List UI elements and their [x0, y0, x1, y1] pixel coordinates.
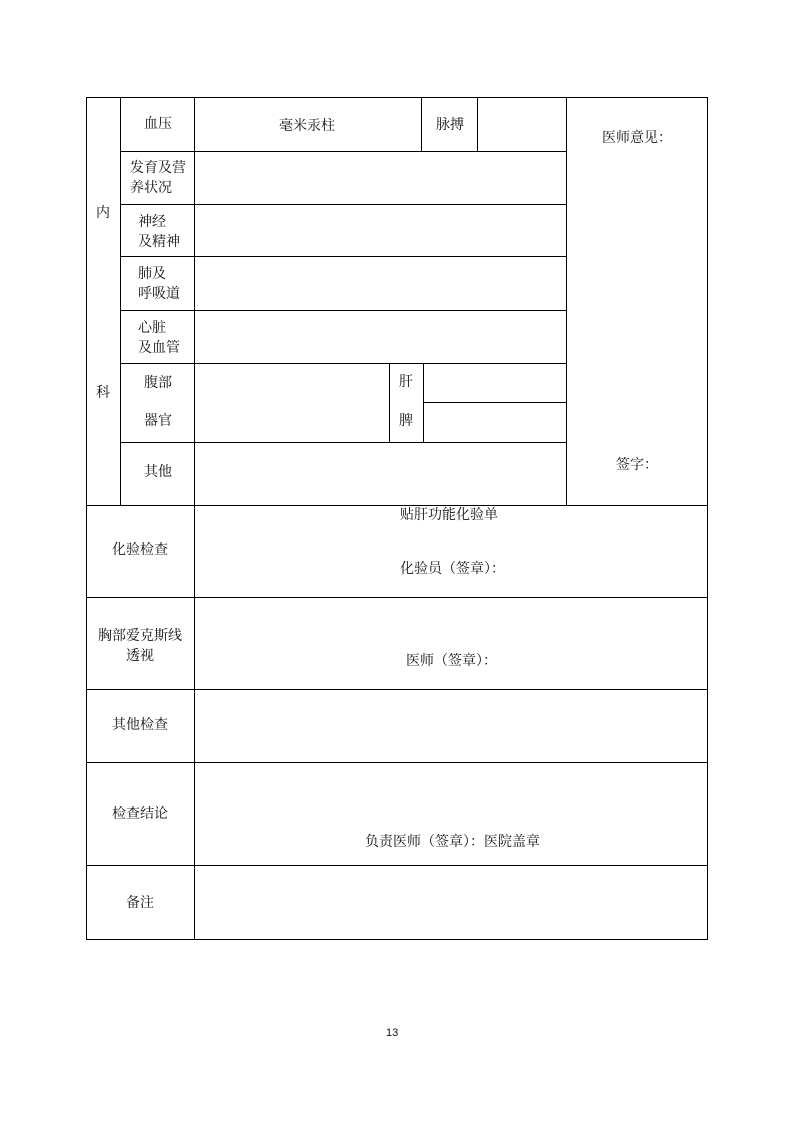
xray-field[interactable] — [195, 598, 707, 646]
divider — [421, 97, 422, 151]
divider — [120, 97, 121, 505]
blood-pressure-label: 血压 — [144, 116, 172, 132]
liver-field[interactable] — [424, 364, 566, 402]
abdomen-label-1: 腹部 — [144, 375, 172, 391]
divider — [389, 363, 390, 442]
doctor-opinion-label: 医师意见： — [602, 130, 672, 146]
other-label: 其他 — [144, 464, 172, 480]
divider — [86, 505, 708, 506]
lungs-field[interactable] — [195, 257, 566, 310]
lungs-label: 肺及 呼吸道 — [138, 266, 180, 302]
conclusion-signer-label: 负责医师（签章）：医院盖章 — [365, 834, 540, 850]
lab-exam-field[interactable] — [195, 526, 707, 556]
other-field[interactable] — [195, 443, 566, 505]
internal-section-char-top: 内 — [96, 205, 110, 221]
liver-label: 肝 — [399, 374, 413, 390]
heart-field[interactable] — [195, 311, 566, 363]
remarks-label: 备注 — [126, 895, 154, 911]
lab-exam-label: 化验检查 — [112, 542, 168, 558]
signature-label: 签字： — [616, 457, 658, 473]
xray-signer-label: 医师（签章）： — [406, 653, 497, 669]
table-border-bottom — [86, 939, 708, 940]
remarks-field[interactable] — [195, 866, 707, 939]
nerves-label: 神经 及精神 — [138, 214, 180, 250]
pulse-field[interactable] — [478, 98, 566, 151]
lab-signer-label: 化验员（签章）： — [400, 561, 505, 577]
spleen-label: 脾 — [399, 413, 413, 429]
doctor-opinion-field[interactable] — [567, 98, 707, 505]
xray-label: 胸部爱克斯线 透视 — [98, 628, 182, 664]
other-exam-field[interactable] — [195, 690, 707, 762]
abdomen-label-2: 器官 — [144, 413, 172, 429]
blood-pressure-unit: 毫米汞柱 — [279, 118, 335, 134]
other-exam-label: 其他检查 — [112, 717, 168, 733]
internal-section-char-bottom: 科 — [96, 385, 110, 401]
pulse-label: 脉搏 — [436, 117, 464, 133]
development-label: 发育及营 养状况 — [130, 160, 186, 196]
heart-label: 心脏 及血管 — [138, 320, 180, 356]
development-field[interactable] — [195, 152, 566, 204]
abdomen-field[interactable] — [195, 364, 389, 442]
page-number: 13 — [386, 1027, 399, 1039]
spleen-field[interactable] — [424, 403, 566, 442]
conclusion-label: 检查结论 — [112, 806, 168, 822]
conclusion-field[interactable] — [195, 763, 707, 823]
table-border-right — [707, 97, 708, 940]
lab-exam-note: 贴肝功能化验单 — [400, 507, 498, 523]
nerves-field[interactable] — [195, 205, 566, 256]
